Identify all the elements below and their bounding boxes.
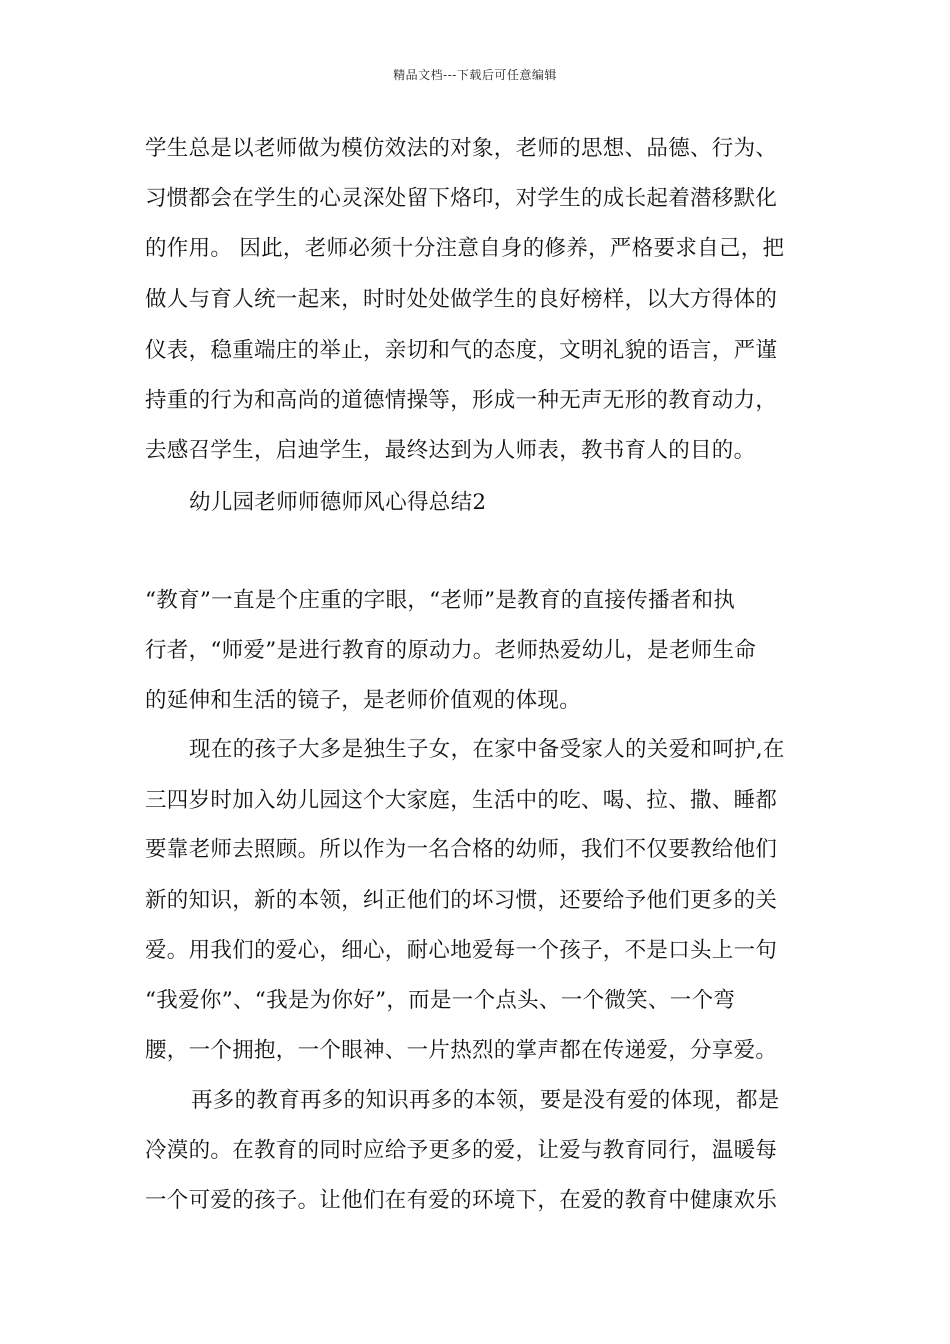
text-line: 去感召学生，启迪学生，最终达到为人师表，教书育人的目的。 [145, 438, 756, 463]
text-line: 持重的行为和高尚的道德情操等，形成一种无声无形的教育动力， [145, 388, 778, 413]
text-line: 仪表，稳重端庄的举止，亲切和气的态度，文明礼貌的语言，严谨 [145, 338, 778, 363]
text-line: 一个可爱的孩子。让他们在有爱的环境下，在爱的教育中健康欢乐 [145, 1188, 778, 1213]
text-line: 三四岁时加入幼儿园这个大家庭，生活中的吃、喝、拉、撒、睡都 [145, 788, 778, 813]
text-line: 的作用。 因此，老师必须十分注意自身的修养，严格要求自己，把 [145, 236, 785, 261]
text-line: “教育”一直是个庄重的字眼，“老师”是教育的直接传播者和执 [145, 588, 736, 613]
text-line: “我爱你”、“我是为你好”，而是一个点头、一个微笑、一个弯 [145, 988, 736, 1013]
text-line: 爱。用我们的爱心，细心，耐心地爱每一个孩子，不是口头上一句 [145, 938, 778, 963]
text-line: 再多的教育再多的知识再多的本领，要是没有爱的体现，都是 [191, 1088, 780, 1113]
text-line: 现在的孩子大多是独生子女，在家中备受家人的关爱和呵护,在 [189, 737, 785, 762]
text-line: 冷漠的。在教育的同时应给予更多的爱，让爱与教育同行，温暖每 [145, 1138, 778, 1163]
text-line: 习惯都会在学生的心灵深处留下烙印，对学生的成长起着潜移默化 [145, 186, 778, 211]
text-line: 要靠老师去照顾。所以作为一名合格的幼师，我们不仅要教给他们 [145, 837, 778, 862]
text-line: 腰，一个拥抱，一个眼神、一片热烈的掌声都在传递爱，分享爱。 [145, 1038, 778, 1063]
text-line: 的延伸和生活的镜子，是老师价值观的体现。 [145, 688, 582, 713]
section-title: 幼儿园老师师德师风心得总结2 [189, 490, 487, 515]
text-line: 行者，“师爱”是进行教育的原动力。老师热爱幼儿，是老师生命 [145, 638, 757, 663]
text-line: 新的知识，新的本领，纠正他们的坏习惯，还要给予他们更多的关 [145, 888, 778, 913]
text-line: 做人与育人统一起来，时时处处做学生的良好榜样，以大方得体的 [145, 287, 778, 312]
page-header: 精品文档---下载后可任意编辑 [393, 68, 557, 82]
text-line: 学生总是以老师做为模仿效法的对象，老师的思想、品德、行为、 [145, 136, 778, 161]
